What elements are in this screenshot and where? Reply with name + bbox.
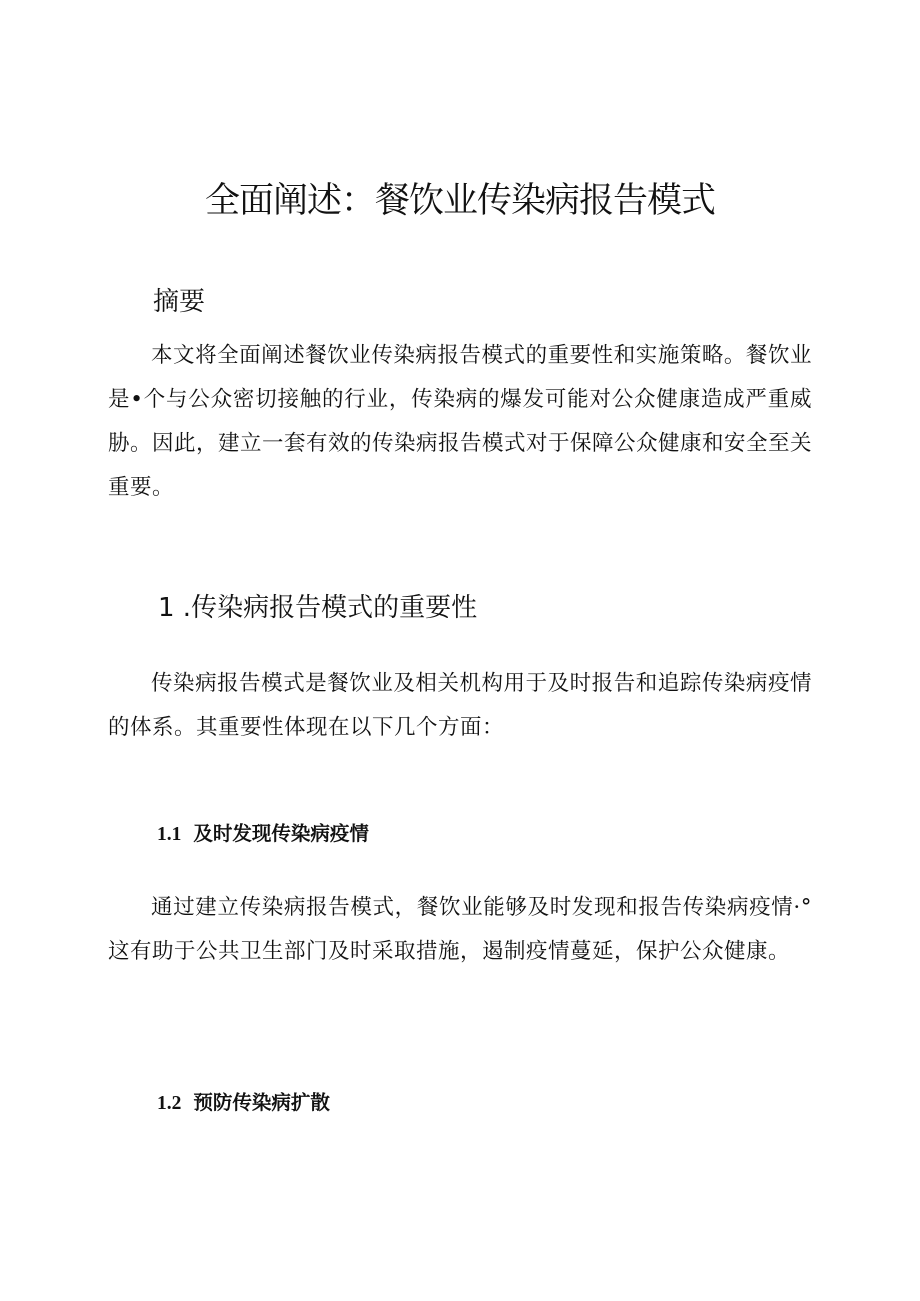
section-1-1-number: 1.1 xyxy=(157,824,182,845)
section-1-2-title: 预防传染病扩散 xyxy=(193,1091,330,1114)
section-1-heading: 1 .传染病报告模式的重要性 xyxy=(158,593,478,623)
section-1-2-number: 1.2 xyxy=(157,1093,182,1114)
section-1-1-paragraph: 通过建立传染病报告模式，餐饮业能够及时发现和报告传染病疫情·°这有助于公共卫生部门及时采取措施，遏制疫情蔓延，保护公众健康。 xyxy=(108,895,812,964)
document-title: 全面阐述：餐饮业传染病报告模式 xyxy=(204,181,715,221)
abstract-paragraph: 本文将全面阐述餐饮业传染病报告模式的重要性和实施策略。餐饮业是•个与公众密切接触的行业，传染病的爆发可能对公众健康造成严重威胁。因此，建立一套有效的传染病报告模式对于保障公众健康和安全至关重要。 xyxy=(108,343,813,500)
section-1-2-heading xyxy=(157,1085,330,1122)
abstract-heading: 摘要 xyxy=(153,287,206,317)
section-1-1-heading xyxy=(157,816,369,853)
section-1-paragraph: 传染病报告模式是餐饮业及相关机构用于及时报告和追踪传染病疫情的体系。其重要性体现在以下几个方面： xyxy=(108,671,812,740)
section-1-1-title: 及时发现传染病疫情 xyxy=(193,822,369,845)
